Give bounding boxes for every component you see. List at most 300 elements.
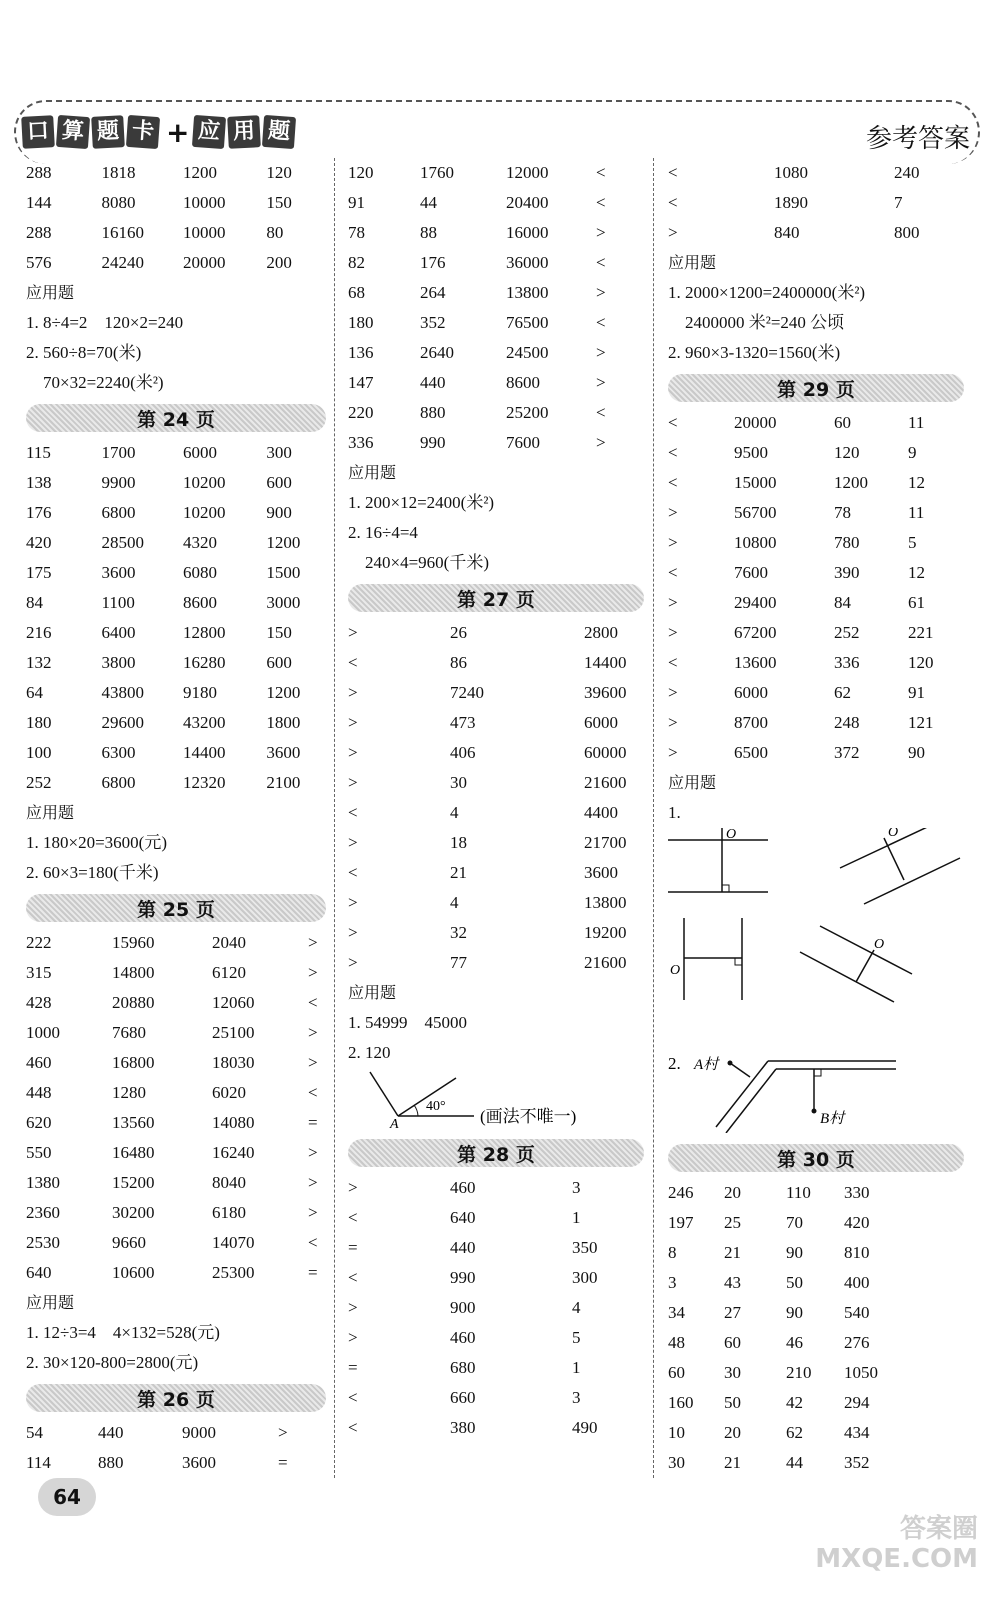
table-cell: 21 xyxy=(724,1243,741,1262)
table-cell: 6000 xyxy=(734,683,768,702)
table-cell: 18 xyxy=(450,833,467,852)
table-cell: 1050 xyxy=(844,1363,878,1382)
table-row xyxy=(348,858,644,888)
table-cell: 24500 xyxy=(506,343,549,362)
answer-line: 1. xyxy=(668,803,681,822)
table-cell: 336 xyxy=(348,433,374,452)
title-char: 用 xyxy=(228,115,262,149)
table-cell: 13600 xyxy=(734,653,777,672)
road-diagram xyxy=(668,1051,964,1133)
table-cell: < xyxy=(668,443,678,462)
table-cell: > xyxy=(348,1298,358,1317)
table-row xyxy=(668,1208,964,1238)
table-cell: > xyxy=(348,623,358,642)
table-cell: > xyxy=(308,963,318,982)
table-cell: 120 xyxy=(266,163,292,182)
table-cell: > xyxy=(348,1178,358,1197)
table-cell: 18030 xyxy=(212,1053,255,1072)
table-cell: 7600 xyxy=(734,563,768,582)
section-label: 应用题 xyxy=(26,283,75,302)
table-cell: 9180 xyxy=(182,683,217,702)
point-o: O xyxy=(888,828,899,840)
table-cell: < xyxy=(668,473,678,492)
table-cell: > xyxy=(308,933,318,952)
table-cell: 60 xyxy=(834,413,851,432)
perpendicular-diagrams xyxy=(668,828,964,1046)
table-cell: 144 xyxy=(26,193,52,212)
answer-line: 2. 120 xyxy=(348,1043,391,1062)
table-row xyxy=(668,1418,964,1448)
watermark-title: 答案圈 xyxy=(899,1514,978,1544)
table-row xyxy=(26,1018,326,1048)
table-cell: 14400 xyxy=(182,743,226,762)
table-cell: > xyxy=(596,223,606,242)
table-cell: 9660 xyxy=(112,1233,146,1252)
perpendicular-line xyxy=(856,950,874,982)
table-cell: 434 xyxy=(844,1423,870,1442)
answer-line: 2. 560÷8=70(米) xyxy=(26,343,142,362)
table-row xyxy=(348,368,644,398)
point-o: O xyxy=(670,963,681,978)
table-row xyxy=(348,888,644,918)
table-cell: 7600 xyxy=(506,433,540,452)
table-cell: 21600 xyxy=(584,773,627,792)
table-cell: 3600 xyxy=(266,743,301,762)
table-cell: 400 xyxy=(844,1273,870,1292)
table-cell: 10600 xyxy=(112,1263,155,1282)
table-cell: 60000 xyxy=(584,743,627,762)
table-cell: 350 xyxy=(572,1238,598,1257)
table-cell: 42 xyxy=(786,1393,803,1412)
table-row xyxy=(668,528,964,558)
table-row xyxy=(26,1048,326,1078)
angle-diagram xyxy=(348,1068,644,1128)
point-o: O xyxy=(874,937,885,952)
table-cell: 84 xyxy=(26,593,43,612)
table-cell: > xyxy=(348,833,358,852)
table-cell: 16000 xyxy=(506,223,549,242)
table-cell: 600 xyxy=(266,653,292,672)
table-cell: < xyxy=(348,1388,358,1407)
table-cell: 3800 xyxy=(101,653,136,672)
table-cell: 680 xyxy=(450,1358,476,1377)
table-cell: > xyxy=(668,743,678,762)
table-cell: 21700 xyxy=(584,833,627,852)
answer-line: 1. 180×20=3600(元) xyxy=(26,833,167,852)
table-cell: 14800 xyxy=(112,963,155,982)
table-cell: 220 xyxy=(348,403,374,422)
table-cell: < xyxy=(308,1233,318,1252)
table-cell: 70 xyxy=(786,1213,803,1232)
table-cell: 288 xyxy=(26,223,52,242)
table-cell: 1200 xyxy=(834,473,868,492)
table-cell: 576 xyxy=(26,253,52,272)
table-row xyxy=(348,828,644,858)
table-row xyxy=(668,1238,964,1268)
table-row xyxy=(26,188,326,218)
table-cell: 330 xyxy=(844,1183,870,1202)
table-cell: 490 xyxy=(572,1418,598,1437)
table-cell: > xyxy=(348,773,358,792)
table-cell: 294 xyxy=(844,1393,870,1412)
table-cell: 7 xyxy=(894,193,903,212)
table-cell: 15000 xyxy=(734,473,777,492)
table-cell: 900 xyxy=(266,503,292,522)
angle-arc xyxy=(414,1105,418,1116)
table-cell: 8600 xyxy=(506,373,540,392)
table-row xyxy=(668,498,964,528)
answer-line: 2. 60×3=180(千米) xyxy=(26,863,159,882)
table-row xyxy=(26,738,326,768)
section-label: 应用题 xyxy=(348,983,397,1002)
table-cell: 62 xyxy=(834,683,851,702)
table-row xyxy=(668,588,964,618)
table-cell: 50 xyxy=(786,1273,803,1292)
table-cell: < xyxy=(596,193,606,212)
answer-line: 240×4=960(千米) xyxy=(348,553,489,572)
answer-line: 1. 200×12=2400(米²) xyxy=(348,493,495,512)
answer-number: 2. xyxy=(668,1054,681,1073)
table-cell: 26 xyxy=(450,623,467,642)
table-cell: 16160 xyxy=(101,223,144,242)
table-cell: 86 xyxy=(450,653,467,672)
table-cell: 4 xyxy=(450,803,459,822)
table-cell: < xyxy=(668,163,678,182)
table-row xyxy=(26,528,326,558)
angle-point: A xyxy=(390,1117,399,1128)
table-row xyxy=(26,1168,326,1198)
table-cell: 10 xyxy=(668,1423,685,1442)
table-cell: 440 xyxy=(420,373,446,392)
table-row xyxy=(668,1268,964,1298)
table-cell: = xyxy=(348,1358,358,1377)
table-row xyxy=(668,438,964,468)
village-b-point xyxy=(812,1109,817,1114)
table-cell: 6020 xyxy=(212,1083,246,1102)
title-char: 题 xyxy=(91,115,125,149)
table-cell: 3 xyxy=(572,1388,581,1407)
table-cell: 15200 xyxy=(112,1173,155,1192)
table-cell: 27 xyxy=(724,1303,741,1322)
table-row xyxy=(26,1108,326,1138)
village-a: A村 xyxy=(694,1057,719,1073)
table-cell: 77 xyxy=(450,953,467,972)
title-char: 算 xyxy=(56,115,90,149)
table-cell: 82 xyxy=(348,253,365,272)
section-label: 应用题 xyxy=(668,773,717,792)
table-cell: 78 xyxy=(834,503,851,522)
table-cell: 8700 xyxy=(734,713,768,732)
table-cell: 21 xyxy=(450,863,467,882)
table-cell: 420 xyxy=(26,533,52,552)
table-cell: 15960 xyxy=(112,933,155,952)
table-cell: < xyxy=(348,803,358,822)
table-cell: 264 xyxy=(420,283,446,302)
table-row xyxy=(668,218,964,248)
table-cell: 6800 xyxy=(101,773,136,792)
table-cell: < xyxy=(596,253,606,272)
table-cell: 240 xyxy=(894,163,920,182)
table-cell: > xyxy=(278,1423,288,1442)
table-cell: 20 xyxy=(724,1423,741,1442)
answer-table xyxy=(26,1418,326,1478)
table-cell: 222 xyxy=(26,933,52,952)
table-row xyxy=(26,588,326,618)
table-cell: 600 xyxy=(266,473,292,492)
table-row xyxy=(348,1263,644,1293)
table-row xyxy=(668,408,964,438)
village-b: B村 xyxy=(820,1111,845,1127)
table-cell: 175 xyxy=(26,563,52,582)
table-cell: 448 xyxy=(26,1083,52,1102)
table-cell: 10000 xyxy=(182,223,226,242)
table-cell: 16280 xyxy=(182,653,226,672)
table-cell: 6400 xyxy=(101,623,136,642)
table-cell: 10800 xyxy=(734,533,777,552)
table-row xyxy=(26,438,326,468)
table-row xyxy=(668,188,964,218)
table-cell: 540 xyxy=(844,1303,870,1322)
table-cell: 12320 xyxy=(182,773,226,792)
table-cell: 276 xyxy=(844,1333,870,1352)
table-row xyxy=(348,248,644,278)
table-cell: 880 xyxy=(420,403,446,422)
table-cell: 880 xyxy=(98,1453,124,1472)
table-cell: 2640 xyxy=(420,343,454,362)
table-cell: 13560 xyxy=(112,1113,155,1132)
table-cell: 6000 xyxy=(584,713,618,732)
table-cell: 36000 xyxy=(506,253,549,272)
table-cell: > xyxy=(668,503,678,522)
table-cell: 62 xyxy=(786,1423,803,1442)
table-cell: 216 xyxy=(26,623,52,642)
answer-line: 1. 2000×1200=2400000(米²) xyxy=(668,283,866,302)
table-row xyxy=(348,918,644,948)
table-cell: 16800 xyxy=(112,1053,155,1072)
answer-line: 1. 54999 45000 xyxy=(348,1013,467,1032)
table-row xyxy=(668,738,964,768)
table-row xyxy=(668,648,964,678)
table-row xyxy=(668,708,964,738)
page-heading: 第 25 页 xyxy=(26,894,326,922)
table-cell: 25300 xyxy=(212,1263,255,1282)
table-cell: 372 xyxy=(834,743,860,762)
table-cell: 44 xyxy=(420,193,437,212)
table-cell: 60 xyxy=(724,1333,741,1352)
table-cell: < xyxy=(596,403,606,422)
table-cell: 1890 xyxy=(774,193,808,212)
table-cell: 8600 xyxy=(182,593,217,612)
page-heading: 第 27 页 xyxy=(348,584,644,612)
table-cell: 6180 xyxy=(212,1203,246,1222)
watermark-url: MXQE.COM xyxy=(815,1544,978,1574)
table-cell: 90 xyxy=(786,1303,803,1322)
table-cell: 11 xyxy=(908,503,925,522)
table-row xyxy=(348,338,644,368)
table-cell: 8 xyxy=(668,1243,677,1262)
table-cell: 336 xyxy=(834,653,860,672)
table-cell: 620 xyxy=(26,1113,52,1132)
table-row xyxy=(348,428,644,458)
table-cell: 4400 xyxy=(584,803,618,822)
table-cell: 14070 xyxy=(212,1233,255,1252)
table-cell: > xyxy=(596,433,606,452)
table-cell: 21 xyxy=(724,1453,741,1472)
table-cell: 88 xyxy=(420,223,437,242)
table-cell: 3600 xyxy=(584,863,618,882)
title-char: 题 xyxy=(262,115,296,149)
table-cell: < xyxy=(348,1268,358,1287)
table-row xyxy=(348,768,644,798)
table-row xyxy=(668,468,964,498)
table-row xyxy=(26,1418,326,1448)
table-cell: > xyxy=(668,623,678,642)
table-cell: 30 xyxy=(450,773,467,792)
table-cell: < xyxy=(668,653,678,672)
table-cell: 90 xyxy=(908,743,925,762)
table-cell: 2360 xyxy=(26,1203,60,1222)
table-cell: 460 xyxy=(26,1053,52,1072)
table-cell: < xyxy=(668,413,678,432)
table-cell: > xyxy=(308,1173,318,1192)
table-cell: > xyxy=(668,683,678,702)
table-cell: 9 xyxy=(908,443,917,462)
table-row xyxy=(26,648,326,678)
table-cell: 78 xyxy=(348,223,365,242)
table-cell: < xyxy=(348,653,358,672)
table-cell: > xyxy=(308,1053,318,1072)
table-cell: 114 xyxy=(26,1453,51,1472)
table-cell: 138 xyxy=(26,473,52,492)
angle-note: (画法不唯一) xyxy=(480,1107,577,1126)
table-cell: 10200 xyxy=(182,473,226,492)
table-cell: 1200 xyxy=(266,683,301,702)
table-cell: 352 xyxy=(844,1453,870,1472)
table-cell: 900 xyxy=(450,1298,476,1317)
table-cell: > xyxy=(668,713,678,732)
table-cell: 43200 xyxy=(182,713,226,732)
table-cell: 84 xyxy=(834,593,851,612)
table-cell: 6120 xyxy=(212,963,246,982)
table-cell: 2040 xyxy=(212,933,246,952)
table-cell: 1818 xyxy=(101,163,136,182)
table-cell: 39600 xyxy=(584,683,627,702)
table-cell: 550 xyxy=(26,1143,52,1162)
table-row xyxy=(668,1328,964,1358)
table-cell: 50 xyxy=(724,1393,741,1412)
table-cell: 1800 xyxy=(266,713,301,732)
table-cell: 352 xyxy=(420,313,446,332)
table-cell: 990 xyxy=(450,1268,476,1287)
table-cell: 25200 xyxy=(506,403,549,422)
column-divider xyxy=(653,158,654,1478)
table-row xyxy=(668,1178,964,1208)
table-row xyxy=(348,1323,644,1353)
table-cell: 640 xyxy=(26,1263,52,1282)
table-cell: 406 xyxy=(450,743,476,762)
table-cell: 640 xyxy=(450,1208,476,1227)
table-cell: 44 xyxy=(786,1453,803,1472)
table-cell: 90 xyxy=(786,1243,803,1262)
answer-table xyxy=(668,158,964,248)
table-cell: 2800 xyxy=(584,623,618,642)
table-row xyxy=(348,618,644,648)
table-row xyxy=(26,708,326,738)
table-cell: < xyxy=(348,863,358,882)
table-cell: 16480 xyxy=(112,1143,155,1162)
table-cell: 110 xyxy=(786,1183,811,1202)
table-cell: < xyxy=(596,163,606,182)
title-char: 口 xyxy=(21,115,55,149)
table-cell: < xyxy=(348,1418,358,1437)
table-cell: 8080 xyxy=(101,193,136,212)
table-cell: 1280 xyxy=(112,1083,146,1102)
table-cell: 8040 xyxy=(212,1173,246,1192)
table-cell: 80 xyxy=(266,223,284,242)
page-heading: 第 30 页 xyxy=(668,1144,964,1172)
table-cell: 76500 xyxy=(506,313,549,332)
table-cell: 428 xyxy=(26,993,52,1012)
table-cell: > xyxy=(348,893,358,912)
table-row xyxy=(26,1448,326,1478)
table-cell: 34 xyxy=(668,1303,685,1322)
table-cell: 43800 xyxy=(101,683,144,702)
table-row xyxy=(668,1298,964,1328)
table-cell: 12 xyxy=(908,473,925,492)
angle-ray xyxy=(370,1072,398,1116)
table-cell: 7680 xyxy=(112,1023,146,1042)
answer-table xyxy=(26,158,326,278)
title-char: 应 xyxy=(192,115,226,149)
table-cell: 136 xyxy=(348,343,374,362)
table-cell: 810 xyxy=(844,1243,870,1262)
table-cell: 1200 xyxy=(182,163,217,182)
table-cell: 30200 xyxy=(112,1203,155,1222)
table-cell: 132 xyxy=(26,653,52,672)
table-row xyxy=(26,248,326,278)
table-cell: 46 xyxy=(786,1333,803,1352)
section-label: 应用题 xyxy=(26,803,75,822)
table-cell: 2100 xyxy=(266,773,301,792)
table-cell: 12000 xyxy=(506,163,549,182)
table-cell: 3 xyxy=(572,1178,581,1197)
table-cell: 30 xyxy=(668,1453,685,1472)
page-heading: 第 28 页 xyxy=(348,1139,644,1167)
table-row xyxy=(26,958,326,988)
table-row xyxy=(348,678,644,708)
table-cell: 176 xyxy=(26,503,52,522)
table-cell: 10200 xyxy=(182,503,226,522)
table-cell: 60 xyxy=(668,1363,685,1382)
right-angle-mark xyxy=(735,958,742,965)
table-row xyxy=(26,1078,326,1108)
table-cell: 460 xyxy=(450,1328,476,1347)
table-row xyxy=(26,1258,326,1288)
answer-column-3 xyxy=(668,158,964,1478)
table-cell: 68 xyxy=(348,283,365,302)
table-row xyxy=(348,1233,644,1263)
table-cell: 3600 xyxy=(101,563,136,582)
table-row xyxy=(668,618,964,648)
table-cell: 7240 xyxy=(450,683,484,702)
table-cell: > xyxy=(348,953,358,972)
table-row xyxy=(348,948,644,978)
table-cell: < xyxy=(668,193,678,212)
table-row xyxy=(348,188,644,218)
table-cell: 43 xyxy=(724,1273,741,1292)
table-row xyxy=(26,1198,326,1228)
table-row xyxy=(348,308,644,338)
